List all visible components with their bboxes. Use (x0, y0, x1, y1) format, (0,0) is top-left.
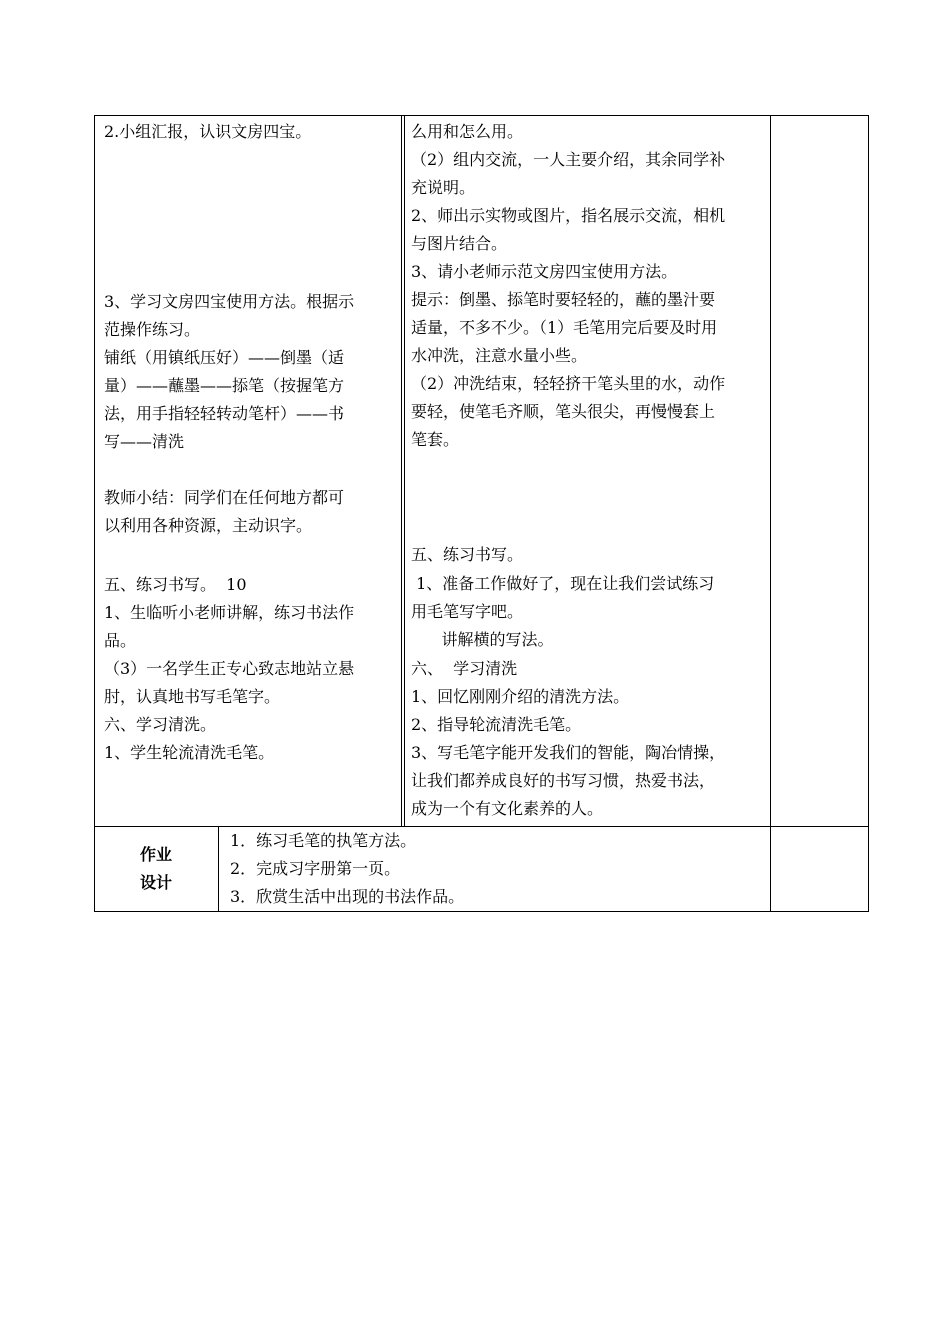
text-line: 成为一个有文化素养的人。 (411, 799, 604, 818)
text-line: 1、生临听小老师讲解，练习书法作 (104, 603, 355, 622)
text-line: 六、学习清洗。 (104, 715, 217, 734)
text-line: 肘，认真地书写毛笔字。 (104, 687, 281, 706)
text-line: 1、学生轮流清洗毛笔。 (104, 743, 275, 762)
table-row-divider (94, 826, 869, 827)
text-line: （2）冲洗结束，轻轻挤干笔头里的水，动作 (411, 374, 726, 393)
text-line: 要轻，使笔毛齐顺，笔头很尖，再慢慢套上 (411, 402, 716, 421)
text-line: 充说明。 (411, 178, 476, 197)
table-col-divider-2 (770, 115, 771, 912)
text-line: 3、学习文房四宝使用方法。根据示 (104, 292, 355, 311)
homework-item: 1．练习毛笔的执笔方法。 (230, 831, 417, 850)
table-col-divider-homework (218, 826, 219, 911)
homework-label-line2: 设计 (139, 873, 172, 892)
text-line: 1、准备工作做好了，现在让我们尝试练习 (411, 574, 715, 593)
text-line: 法，用手指轻轻转动笔杆）——书 (104, 404, 345, 423)
table-col-divider-1b (404, 115, 405, 826)
text-line: 五、练习书写。 10 (104, 575, 247, 594)
table-col-divider-1 (401, 115, 402, 826)
text-line: 量）——蘸墨——掭笔（按握笔方 (104, 376, 345, 395)
homework-label-line1: 作业 (139, 845, 172, 864)
homework-item: 3．欣赏生活中出现的书法作品。 (230, 887, 465, 906)
text-line: 与图片结合。 (411, 234, 508, 253)
text-line: （2）组内交流，一人主要介绍，其余同学补 (411, 150, 726, 169)
text-line: 3、写毛笔字能开发我们的智能，陶冶情操， (411, 743, 726, 762)
table-left-border (94, 115, 95, 912)
table-top-border (94, 115, 869, 116)
text-line: 五、练习书写。 (411, 545, 524, 564)
text-line: 笔套。 (411, 430, 460, 449)
text-line: 2.小组汇报，认识文房四宝。 (104, 122, 312, 141)
homework-item: 2．完成习字册第一页。 (230, 859, 401, 878)
table-bottom-border (94, 911, 869, 912)
text-line: 品。 (104, 631, 137, 650)
text-line: 提示：倒墨、掭笔时要轻轻的，蘸的墨汁要 (411, 290, 716, 309)
text-line: （3）一名学生正专心致志地站立悬 (104, 659, 355, 678)
text-line: 六、 学习清洗 (411, 659, 518, 678)
text-line: 铺纸（用镇纸压好）——倒墨（适 (104, 348, 345, 367)
text-line: 2、师出示实物或图片，指名展示交流，相机 (411, 206, 726, 225)
text-line: 讲解横的写法。 (411, 630, 554, 649)
text-line: 水冲洗，注意水量小些。 (411, 346, 588, 365)
table-right-border (868, 115, 869, 912)
text-line: 1、回忆刚刚介绍的清洗方法。 (411, 687, 630, 706)
text-line: 适量，不多不少。（1）毛笔用完后要及时用 (411, 318, 718, 337)
text-line: 么用和怎么用。 (411, 122, 524, 141)
text-line: 3、请小老师示范文房四宝使用方法。 (411, 262, 678, 281)
text-line: 教师小结：同学们在任何地方都可 (104, 488, 345, 507)
text-line: 以利用各种资源，主动识字。 (104, 516, 313, 535)
text-line: 让我们都养成良好的书写习惯，热爱书法， (411, 771, 716, 790)
text-line: 写——清洗 (104, 432, 185, 451)
text-line: 2、指导轮流清洗毛笔。 (411, 715, 582, 734)
text-line: 用毛笔写字吧。 (411, 602, 524, 621)
text-line: 范操作练习。 (104, 320, 201, 339)
